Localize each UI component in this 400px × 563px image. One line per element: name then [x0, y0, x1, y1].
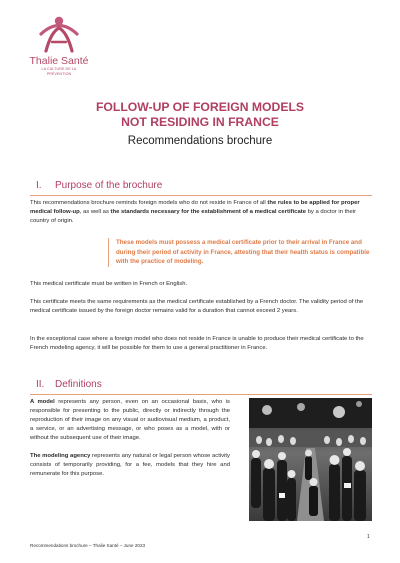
section-number: I.: [36, 180, 42, 191]
brand-name: Thalie Santé: [29, 55, 89, 67]
section-heading-definitions: [30, 377, 372, 395]
document-subtitle: Recommendations brochure: [127, 135, 273, 147]
thalie-sante-logo-icon: [37, 14, 81, 54]
bold-span: the rules to be applied for proper medical follow-up: [30, 200, 360, 215]
bold-span: the standards necessary for the establishment of a medical certificate: [110, 209, 306, 215]
highlight-quote: These models must possess a medical certificate prior to their arrival in France and during their period of activity in France, attesting that their health status is compatible with the practice of modeling.: [108, 238, 380, 267]
language-paragraph: This medical certificate must be written in French or English.: [30, 281, 188, 287]
section-heading-purpose: [30, 178, 372, 196]
title-line-1: FOLLOW-UP OF FOREIGN MODELS: [95, 100, 305, 114]
term-bold: The modeling agency: [30, 453, 91, 459]
runway-photo: [249, 398, 372, 521]
definition-text: represents any natural or legal person whose activity consists of temporarily providing, for a fee, models that they hire and remunerate for this purpose.: [30, 453, 230, 477]
footer-text: Recommendations brochure – Thalie Santé – June 2023: [30, 543, 146, 548]
purpose-intro-paragraph: [30, 199, 372, 226]
model-definition: [30, 398, 230, 443]
requirements-paragraph: This certificate meets the same requirements as the medical certificate established by a French doctor. The validity period of the medical certificate issued by the foreign doctor remains valid for a duration that cannot exceed 2 years.: [30, 299, 364, 314]
brand-logo: [29, 14, 89, 77]
section-number: II.: [36, 379, 45, 390]
exception-paragraph: In the exceptional case where a foreign model who does not reside in France is unable to produce their medical certificate to the French modeling agency, it will be possible for them to use a general practitioner in France.: [30, 336, 364, 351]
brand-tagline: LA CULTURE DE LA PRÉVENTION: [41, 67, 77, 76]
page-number: 1: [367, 534, 370, 540]
text-span: , as well as: [79, 209, 111, 215]
section-title: Definitions: [55, 379, 102, 390]
definition-text: represents any person, even on an occasional basis, who is responsible for presenting to the public, directly or indirectly through the reproduction of their image on any visual or audiovisual medium, a product, a service, or an advertising message, or who poses as a model, with or without the subsequent use of their image.: [30, 399, 230, 441]
document-title: [40, 100, 360, 130]
term-bold: A model: [30, 399, 55, 405]
title-line-2: NOT RESIDING IN FRANCE: [121, 115, 279, 129]
section-title: Purpose of the brochure: [55, 180, 163, 191]
agency-definition: [30, 452, 230, 479]
text-span: This recommendations brochure reminds foreign models who do not reside in France of all: [30, 200, 268, 206]
text-span: by a doctor in their country of origin.: [30, 209, 357, 224]
